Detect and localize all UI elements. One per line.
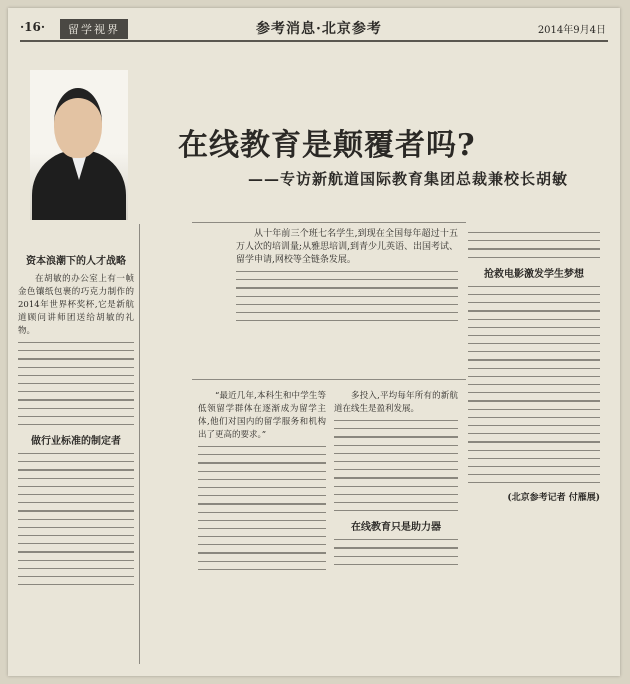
mid2-text-lines-2 <box>334 539 458 565</box>
column-divider <box>139 224 140 664</box>
right-text-lines-1 <box>468 232 600 258</box>
mid1-paragraph: “最近几年,本科生和中学生等低领留学群体在逐渐成为留学主体,他们对国内的留学服务和机构出了更高的要求。” <box>198 391 326 440</box>
right-column <box>468 228 600 503</box>
publication-date: 2014年9月4日 <box>537 25 606 36</box>
mid2-text-lines <box>334 420 458 511</box>
left-paragraph-1: 在胡敏的办公室上有一帧金色镶纸包裹的巧克力制作的2014年世界杯奖杯,它是新航道顾问讲师团送给胡敏的礼物。 <box>18 274 134 336</box>
page-header <box>20 18 608 42</box>
left-subheading-1: 资本浪潮下的人才战略 <box>26 256 126 267</box>
page-number: ·16· <box>20 20 46 34</box>
newspaper-page <box>8 8 620 676</box>
left-text-lines-2 <box>18 453 134 585</box>
left-column <box>18 248 134 592</box>
portrait-photo <box>30 70 128 220</box>
paper-name: 参考消息·北京参考 <box>256 21 382 37</box>
lead-paragraph-column <box>236 228 458 328</box>
article-title: 在线教育是颠覆者吗? <box>178 128 476 163</box>
middle-column-1 <box>198 390 326 577</box>
lead-paragraph: 从十年前三个班七名学生,到现在全国每年超过十五万人次的培训量;从雅思培训,到青少儿英语、出国考试、留学申请,网校等全链条发展。 <box>236 229 458 265</box>
reporter-credit: (北京参考记者 付雁展) <box>507 493 600 504</box>
left-subheading-2: 做行业标准的制定者 <box>31 436 121 448</box>
right-subheading: 抢救电影激发学生梦想 <box>484 268 584 280</box>
article-subtitle: ——专访新航道国际教育集团总裁兼校长胡敏 <box>248 170 569 188</box>
section-label: 留学视界 <box>60 19 128 39</box>
mid1-text-lines <box>198 446 326 570</box>
lead-text-lines <box>236 271 458 321</box>
middle-column-2 <box>334 390 458 572</box>
mid2-paragraph: 多投入,平均每年所有的新航道在线生是盈利发展。 <box>334 391 458 414</box>
left-text-lines-1 <box>18 342 134 425</box>
portrait-face <box>54 88 102 158</box>
mid2-subheading: 在线教育只是助力器 <box>351 522 441 534</box>
right-text-lines-2 <box>468 286 600 484</box>
